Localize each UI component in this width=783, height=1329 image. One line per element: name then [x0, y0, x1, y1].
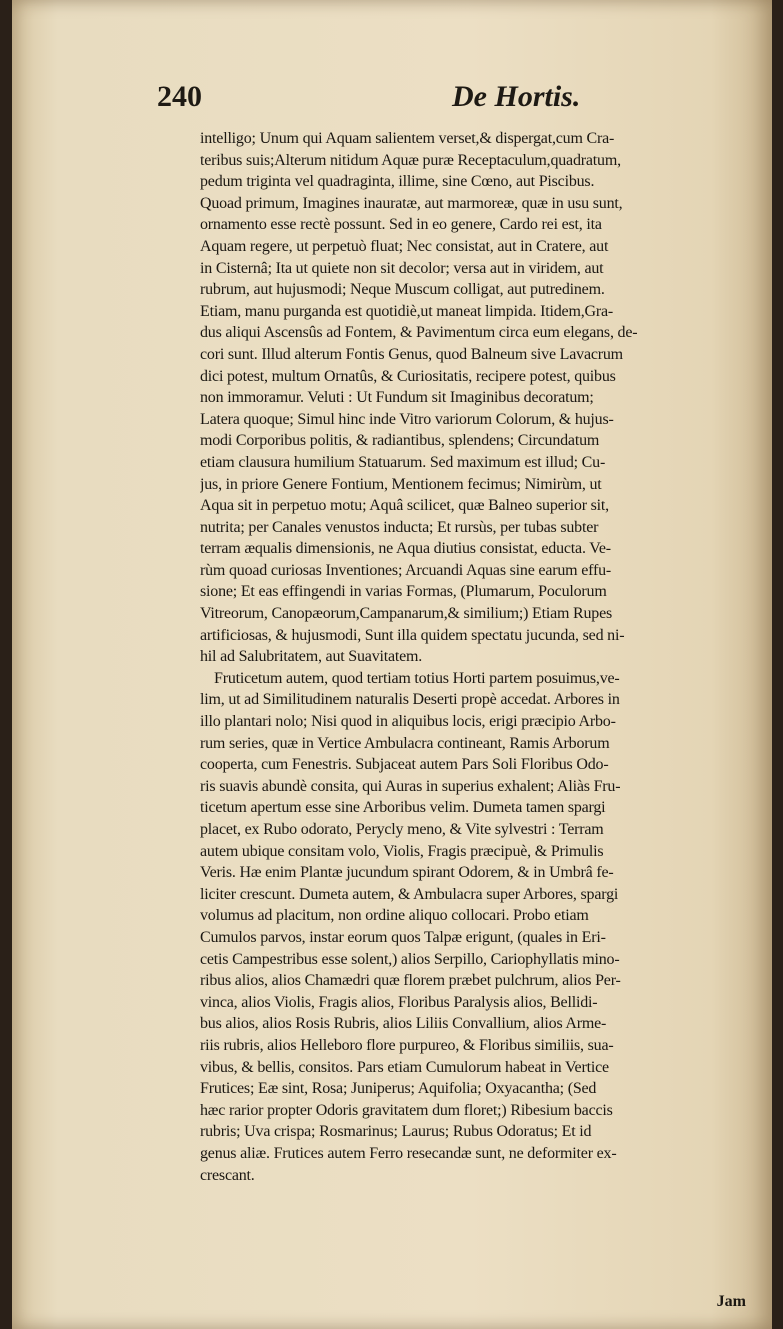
text-line: terram æqualis dimensionis, ne Aqua diutius consistat, educta. Ve-: [200, 540, 611, 558]
text-line: Etiam, manu purganda est quotidiè,ut maneat limpida. Itidem,Gra-: [200, 302, 614, 320]
text-line: Aqua sit in perpetuo motu; Aquâ scilicet, quæ Balneo superior sit,: [200, 497, 609, 515]
text-line: sione; Et eas effingendi in varias Formas, (Plumarum, Poculorum: [200, 583, 607, 601]
text-line: rubris; Uva crispa; Rosmarinus; Laurus; Rubus Odoratus; Et id: [200, 1123, 592, 1141]
page-header: [157, 80, 767, 128]
text-line: Frutices; Eæ sint, Rosa; Juniperus; Aquifolia; Oxyacantha; (Sed: [200, 1080, 597, 1098]
text-line: riis rubris, alios Helleboro flore purpureo, & Floribus similiis, sua-: [200, 1036, 614, 1054]
text-line: dici potest, multum Ornatûs, & Curiositatis, recipere potest, quibus: [200, 367, 616, 385]
text-line: artificiosas, & hujusmodi, Sunt illa quidem spectatu jucunda, sed ni-: [200, 626, 625, 644]
text-line: modi Corporibus politis, & radiantibus, splendens; Circundatum: [200, 432, 600, 450]
page-number: 240: [157, 80, 202, 113]
text-line: vinca, alios Violis, Fragis alios, Floribus Paralysis alios, Bellidi-: [200, 993, 598, 1011]
text-line: rùm quoad curiosas Inventiones; Arcuandi Aquas sine earum effu-: [200, 561, 611, 579]
text-line: crescant.: [200, 1166, 255, 1184]
text-line: Vitreorum, Canopæorum,Campanarum,& similium;) Etiam Rupes: [200, 605, 613, 623]
text-line: Cumulos parvos, instar eorum quos Talpæ erigunt, (quales in Eri-: [200, 928, 606, 946]
text-line: ris suavis abundè consita, qui Auras in superius exhalent; Aliàs Fru-: [200, 777, 621, 795]
text-line: pedum triginta vel quadraginta, illime, sine Cœno, aut Piscibus.: [200, 173, 595, 191]
text-line: vibus, & bellis, consitos. Pars etiam Cumulorum habeat in Vertice: [200, 1058, 609, 1076]
text-line: cori sunt. Illud alterum Fontis Genus, quod Balneum sive Lavacrum: [200, 345, 623, 363]
text-line: cooperta, cum Fenestris. Subjaceat autem Pars Soli Floribus Odo-: [200, 756, 609, 774]
text-line: ribus alios, alios Chamædri quæ florem præbet pulchrum, alios Per-: [200, 972, 621, 990]
running-title: De Hortis.: [452, 80, 581, 113]
text-line: rum series, quæ in Vertice Ambulacra contineant, Ramis Arborum: [200, 734, 610, 752]
text-line: Latera quoque; Simul hinc inde Vitro variorum Colorum, & hujus-: [200, 410, 614, 428]
text-line: Veris. Hæ enim Plantæ jucundum spirant Odorem, & in Umbrâ fe-: [200, 864, 614, 882]
text-line: hæc rarior propter Odoris gravitatem dum floret;) Ribesium baccis: [200, 1101, 613, 1119]
text-line: nutrita; per Canales venustos inducta; Et rursùs, per tubas subter: [200, 518, 599, 536]
text-line: Aquam regere, ut perpetuò fluat; Nec consistat, aut in Cratere, aut: [200, 237, 609, 255]
text-line: cetis Campestribus esse solent,) alios Serpillo, Cariophyllatis mino-: [200, 950, 620, 968]
text-line: illo plantari nolo; Nisi quod in aliquibus locis, erigi præcipio Arbo-: [200, 713, 616, 731]
body-text: [200, 128, 768, 1186]
text-line: intelligo; Unum qui Aquam salientem verset,& dispergat,cum Cra-: [200, 130, 615, 147]
text-line: bus alios, alios Rosis Rubris, alios Liliis Convallium, alios Arme-: [200, 1015, 607, 1033]
text-line: liciter crescunt. Dumeta autem, & Ambulacra super Arbores, spargi: [200, 885, 619, 903]
book-page: [12, 0, 772, 1329]
text-line: in Cisternâ; Ita ut quiete non sit decolor; versa aut in viridem, aut: [200, 259, 604, 277]
text-line: jus, in priore Genere Fontium, Mentionem fecimus; Nimirùm, ut: [200, 475, 602, 493]
text-line: dus aliqui Ascensûs ad Fontem, & Pavimentum circa eum elegans, de-: [200, 324, 638, 342]
paragraph-start-line: Fruticetum autem, quod tertiam totius Horti partem posuimus,ve-: [214, 669, 620, 687]
text-line: hil ad Salubritatem, aut Suavitatem.: [200, 648, 423, 666]
text-line: ticetum apertum esse sine Arboribus velim. Dumeta tamen spargi: [200, 799, 606, 817]
text-line: etiam clausura humilium Statuarum. Sed maximum est illud; Cu-: [200, 453, 606, 471]
text-line: genus aliæ. Frutices autem Ferro resecandæ sunt, ne deformiter ex-: [200, 1144, 617, 1162]
text-line: autem ubique consitam volo, Violis, Fragis præcipuè, & Primulis: [200, 842, 604, 860]
text-line: Quoad primum, Imagines inauratæ, aut marmoreæ, quæ in usu sunt,: [200, 194, 623, 212]
catchword: Jam: [716, 1293, 746, 1310]
text-line: teribus suis;Alterum nitidum Aquæ puræ Receptaculum,quadratum,: [200, 151, 621, 169]
text-line: placet, ex Rubo odorato, Perycly meno, & Vite sylvestri : Terram: [200, 821, 604, 838]
text-line: ornamento esse rectè possunt. Sed in eo genere, Cardo rei est, ita: [200, 216, 602, 234]
text-line: rubrum, aut hujusmodi; Neque Muscum colligat, aut putredinem.: [200, 281, 605, 299]
text-line: lim, ut ad Similitudinem naturalis Deserti propè accedat. Arbores in: [200, 691, 620, 709]
text-line: volumus ad placitum, non ordine aliquo collocari. Probo etiam: [200, 907, 589, 925]
text-line: non immoramur. Veluti : Ut Fundum sit Imaginibus decoratum;: [200, 389, 594, 407]
